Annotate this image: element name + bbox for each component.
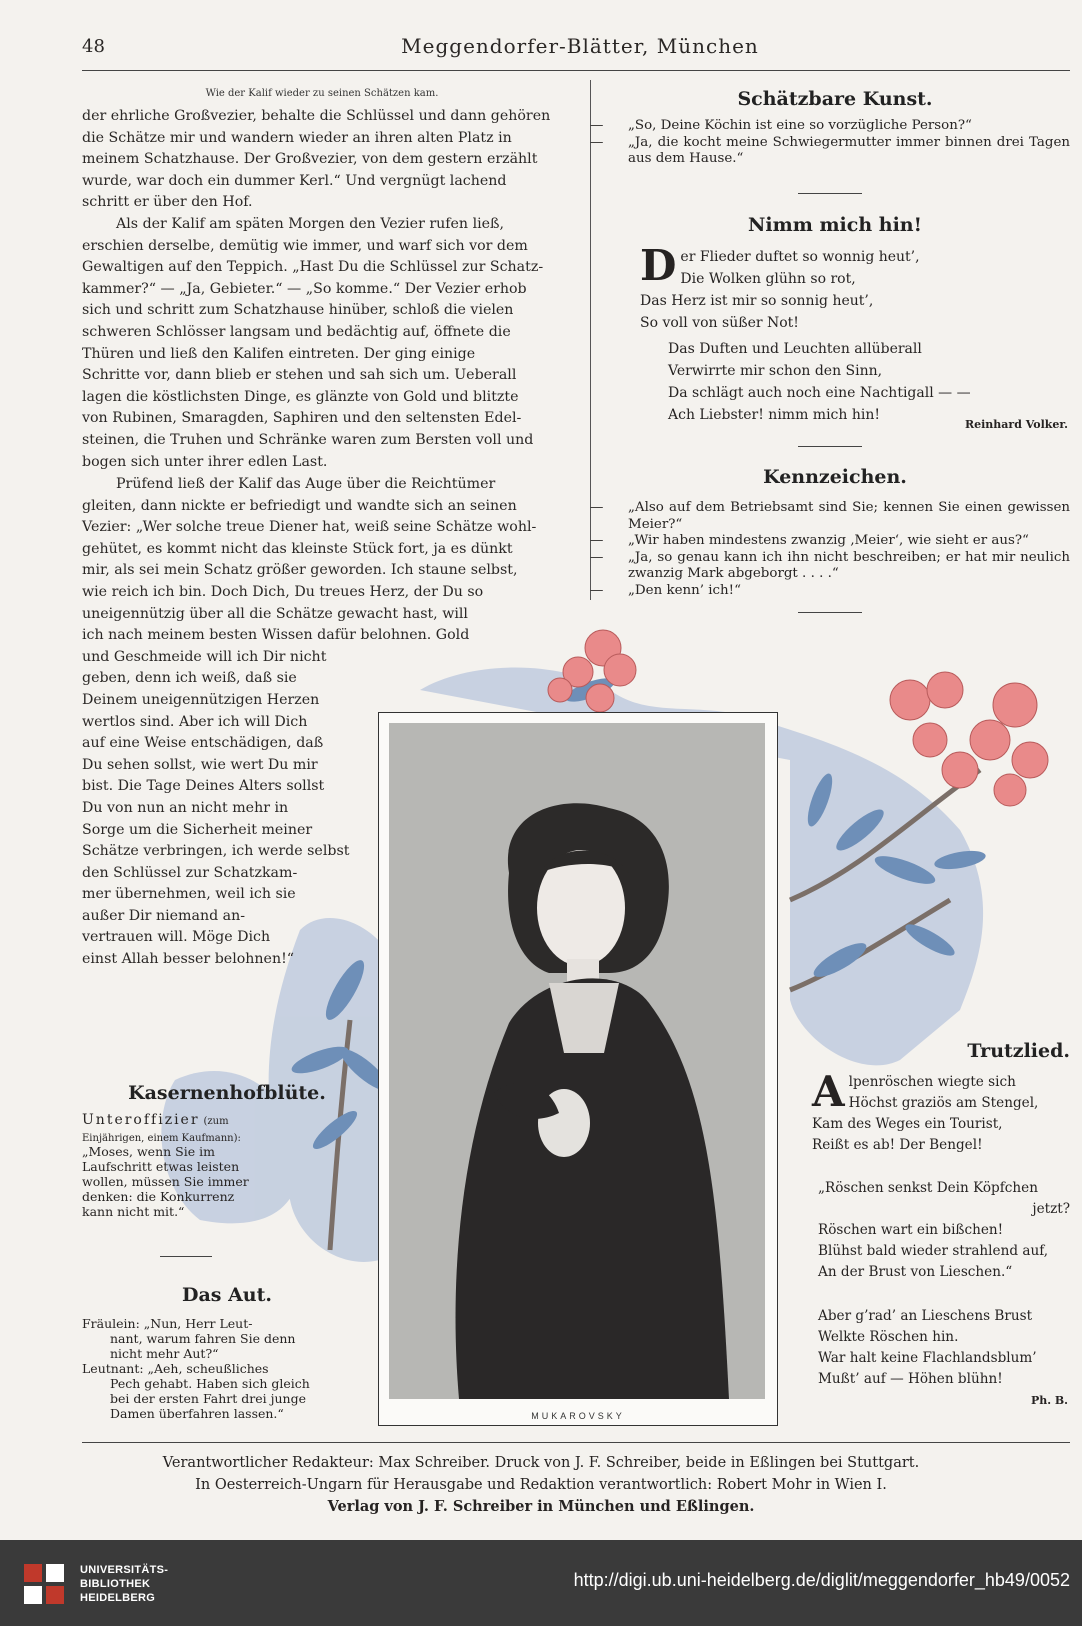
speaker-note: (zum Einjährigen, einem Kaufmann): (82, 1116, 241, 1144)
verse-line: er Flieder duftet so wonnig heut’, (680, 249, 920, 265)
story-line: Schätze verbringen, ich werde selbst (82, 843, 350, 860)
imprint-line: Verantwortlicher Redakteur: Max Schreiber. Druck von J. F. Schreiber, beide in Eßlingen bei Stuttgart. (162, 1455, 920, 1471)
section-rule (798, 193, 862, 194)
dash: — (590, 118, 604, 133)
trutzlied-stanza-1: A lpenröschen wiegte sich Höchst graziös am Stengel, Kam des Weges ein Tourist, Reißt es ab! Der Bengel! (812, 1067, 1039, 1153)
dialog-line: — „Ja, so genau kann ich ihn nicht beschreiben; er hat mir neulich zwanzig Mark abgeborgt . . . .“ (590, 549, 1070, 581)
section-rule (798, 446, 862, 447)
kasernen-title: Kasernenhofblüte. (128, 1082, 326, 1104)
story-line: einst Allah besser belohnen!“ (82, 951, 295, 968)
dash: — (590, 134, 604, 150)
story-line: Prüfend ließ der Kalif das Auge über die Reichtümer (116, 476, 496, 492)
dropcap: A (812, 1067, 845, 1116)
library-logo-icon (22, 1562, 66, 1606)
dialog-line: — „So, Deine Köchin ist eine so vorzügliche Person?“ (590, 118, 972, 133)
verse-line: So voll von süßer Not! (640, 315, 799, 331)
story-line: gleiten, dann nickte er befriedigt und wandte sich an seinen (82, 497, 517, 514)
story-line: mir, als sei mein Schatz größer geworden. Ich staune selbst, (82, 562, 518, 579)
nimm-stanza-1 (640, 241, 1060, 334)
story-line: bogen sich unter ihrer edlen Last. (82, 453, 328, 470)
trutzlied-title: Trutzlied. (967, 1040, 1070, 1062)
auto-title: Das Aut. (181, 1284, 273, 1306)
story-line: Du sehen sollst, wie wert Du mir (82, 756, 318, 773)
story-line: Du von nun an nicht mehr in (82, 799, 289, 816)
permalink[interactable]: http://digi.ub.uni-heidelberg.de/diglit/meggendorfer_hb49/0052 (573, 1570, 1070, 1590)
trutzlied-stanza-3: Aber g’rad’ an Lieschens Brust Welkte Röschen hin. War halt keine Flachlandsblum’ Mußt’ auf — Höhen blühn! (818, 1308, 1037, 1387)
story-line: uneigennützig über all die Schätze gewacht hast, will (82, 605, 468, 622)
story-line: Deinem uneigennützigen Herzen (82, 691, 320, 708)
story-line: den Schlüssel zur Schatzkam- (82, 864, 298, 881)
story-line: wie reich ich bin. Doch Dich, Du treues Herz, der Du so (82, 583, 484, 600)
story-line: wurde, war doch ein dummer Kerl.“ Und vergnügt lachend (82, 172, 507, 189)
imprint-line: Verlag von J. F. Schreiber in München und Eßlingen. (327, 1498, 755, 1515)
portrait-frame (378, 712, 778, 1426)
verse-line: Die Wolken glühn so rot, (680, 271, 856, 287)
library-bar (0, 1540, 1082, 1626)
schaetzbare-title: Schätzbare Kunst. (737, 88, 933, 110)
story-line: außer Dir niemand an- (82, 907, 246, 924)
story-line: Gewaltigen auf den Teppich. „Hast Du die Schlüssel zur Schatz- (82, 259, 544, 276)
section-rule (160, 1256, 212, 1257)
verse-line: Da schlägt auch noch eine Nachtigall — — (668, 385, 971, 401)
dropcap: D (640, 241, 677, 290)
nimm-author: Reinhard Volker. (964, 418, 1068, 431)
story-line: gehütet, es kommt nicht das kleinste Stück fort, ja es dünkt (82, 540, 513, 557)
kasernen-text: „Moses, wenn Sie im Laufschritt etwas leisten wollen, müssen Sie immer denken: die Konkurrenz kann nicht mit.“ (82, 1144, 249, 1219)
story-line: geben, denn ich weiß, daß sie (82, 670, 297, 687)
trutzlied-stanza-2: „Röschen senkst Dein Köpfchen jetzt? Röschen wart ein bißchen! Blühst bald wieder strahlend auf, An der Brust von Lieschen.“ (818, 1180, 1070, 1280)
story-line: wertlos sind. Aber ich will Dich (82, 713, 308, 730)
woman-portrait-icon (389, 723, 765, 1399)
story-line: lagen die köstlichsten Dinge, es glänzte von Gold und blitzte (82, 388, 519, 405)
story-paragraph-1 (82, 106, 562, 214)
kennzeichen-dialog (590, 500, 1070, 599)
dash: — (590, 582, 604, 598)
portrait-image (389, 723, 765, 1399)
story-caption: Wie der Kalif wieder zu seinen Schätzen kam. (205, 88, 439, 99)
story-line: Thüren und ließ den Kalifen eintreten. Der ging einige (82, 345, 476, 362)
verse-line: Das Herz ist mir so sonnig heut’, (640, 293, 874, 309)
verse-line: Ach Liebster! nimm mich hin! (668, 407, 880, 423)
story-line: der ehrliche Großvezier, behalte die Schlüssel und dann gehören (82, 108, 551, 124)
imprint (0, 1452, 1082, 1518)
library-name: UNIVERSITÄTS- BIBLIOTHEK HEIDELBERG (80, 1564, 169, 1604)
nimm-stanza-2 (668, 338, 1068, 426)
trutzlied-author: Ph. B. (1030, 1394, 1068, 1407)
story-line: schweren Schlösser langsam und bedächtig auf, öffnete die (82, 323, 511, 340)
dash: — (590, 549, 604, 565)
story-line: Sorge um die Sicherheit meiner (82, 821, 313, 838)
verse-line: Verwirrte mir schon den Sinn, (668, 363, 883, 379)
dash: — (590, 500, 604, 515)
verse-line: Das Duften und Leuchten allüberall (668, 341, 922, 357)
story-line: von Rubinen, Smaragden, Saphiren und den seltensten Edel- (82, 410, 522, 427)
dialog-line: — „Den kenn’ ich!“ (590, 582, 741, 598)
story-line: mer übernehmen, weil ich sie (82, 886, 296, 903)
story-line: ich nach meinem besten Wissen dafür belohnen. Gold (82, 627, 470, 644)
story-line: Schritte vor, dann blieb er stehen und sah sich um. Ueberall (82, 367, 517, 384)
story-line: sich und schritt zum Schatzhause hinüber, schloß die vielen (82, 302, 514, 319)
story-line: Als der Kalif am späten Morgen den Vezier rufen ließ, (116, 216, 505, 232)
story-line: auf eine Weise entschädigen, daß (82, 735, 324, 752)
story-line: erschien derselbe, demütig wie immer, und warf sich vor dem (82, 237, 528, 254)
story-line: und Geschmeide will ich Dir nicht (82, 648, 327, 665)
story-line: schritt er über den Hof. (82, 194, 253, 211)
dialog-line: — „Wir haben mindestens zwanzig ‚Meier‘, wie sieht er aus?“ (590, 533, 1029, 548)
page-number: 48 (82, 36, 105, 57)
footer-rule (82, 1442, 1070, 1443)
schaetzbare-dialog (590, 118, 1070, 168)
story-line: bist. Die Tage Deines Alters sollst (82, 778, 325, 795)
artist-signature: MUKAROVSKY (531, 1411, 625, 1421)
story-line: Vezier: „Wer solche treue Diener hat, weiß seine Schätze wohl- (82, 519, 537, 536)
story-line: steinen, die Truhen und Schränke waren zum Bersten voll und (82, 431, 534, 448)
auto-text: Fräulein: „Nun, Herr Leut- nant, warum fahren Sie denn nicht mehr Aut?“ Leutnant: „Aeh, scheußliches Pech gehabt. Haben sich gleich bei der ersten Fahrt drei junge Damen überfahren lassen.“ (82, 1316, 310, 1421)
kennzeichen-title: Kennzeichen. (763, 466, 907, 488)
dialog-line: — „Also auf dem Betriebsamt sind Sie; kennen Sie einen gewissen Meier?“ (590, 500, 1070, 532)
nimm-title: Nimm mich hin! (748, 214, 922, 236)
story-line: kammer?“ — „Ja, Gebieter.“ — „So komme.“ Der Vezier erhob (82, 280, 527, 297)
imprint-line: In Oesterreich-Ungarn für Herausgabe und Redaktion verantwortlich: Robert Mohr in Wien I. (195, 1477, 887, 1493)
dash: — (590, 533, 604, 548)
story-paragraph-2 (82, 214, 562, 473)
running-title: Meggendorfer-Blätter, München (401, 34, 759, 58)
kasernen-speaker (82, 1112, 292, 1146)
story-line: vertrauen will. Möge Dich (82, 929, 271, 946)
dialog-line: — „Ja, die kocht meine Schwiegermutter immer binnen drei Tagen aus dem Hause.“ (590, 134, 1070, 166)
story-line: die Schätze mir und wandern wieder an ihren alten Platz in (82, 129, 512, 146)
story-line: meinem Schatzhause. Der Großvezier, von dem gestern erzählt (82, 151, 538, 168)
section-rule (798, 612, 862, 613)
speaker: Unteroffizier (82, 1112, 200, 1128)
